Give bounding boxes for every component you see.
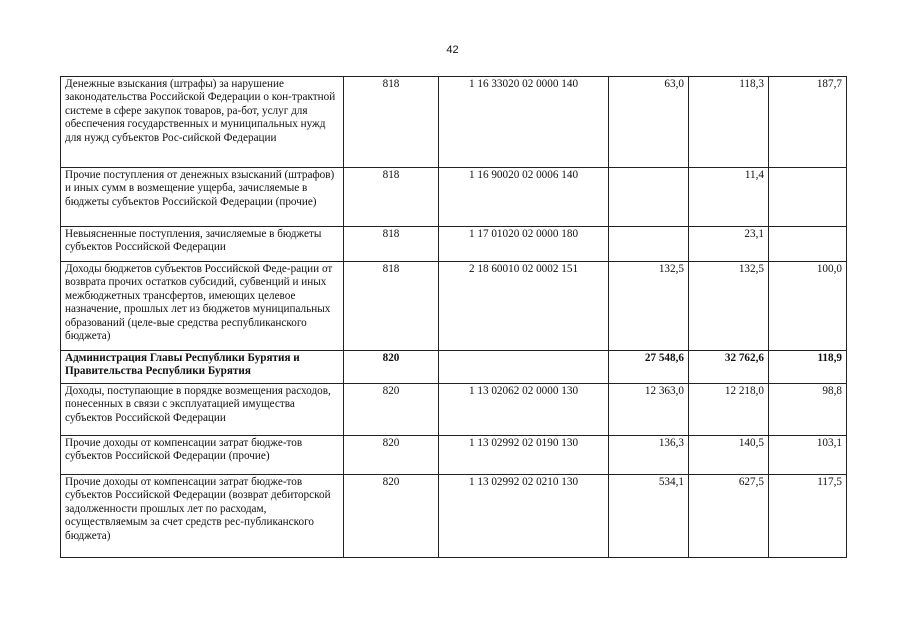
row-value-3 [769,227,847,262]
table-row [61,168,847,227]
row-value-1: 534,1 [609,475,689,558]
row-value-2: 132,5 [689,262,769,351]
row-value-2: 627,5 [689,475,769,558]
row-admin-code: 818 [344,77,439,168]
table-row [61,475,847,558]
row-value-2: 12 218,0 [689,384,769,436]
row-name: Невыясненные поступления, зачисляемые в бюджеты субъектов Российской Федерации [61,227,344,262]
row-value-1: 63,0 [609,77,689,168]
row-value-2: 32 762,6 [689,351,769,384]
row-admin-code: 820 [344,436,439,475]
row-name: Денежные взыскания (штрафы) за нарушение законодательства Российской Федерации о кон-трактной системе в сфере закупок товаров, ра-бот, услуг для обеспечения государственных и муниципальных нужд для нужд субъектов Рос-сийской Федерации [61,77,344,168]
row-value-2: 140,5 [689,436,769,475]
row-value-1: 132,5 [609,262,689,351]
row-budget-code: 1 13 02992 02 0210 130 [439,475,609,558]
row-value-3: 98,8 [769,384,847,436]
row-value-3: 187,7 [769,77,847,168]
row-budget-code [439,351,609,384]
row-value-3: 118,9 [769,351,847,384]
row-budget-code: 1 17 01020 02 0000 180 [439,227,609,262]
row-value-1: 136,3 [609,436,689,475]
table-row [61,436,847,475]
row-admin-code: 818 [344,262,439,351]
row-budget-code: 1 13 02992 02 0190 130 [439,436,609,475]
row-value-1: 12 363,0 [609,384,689,436]
table-row [61,262,847,351]
table-row [61,227,847,262]
row-value-3: 103,1 [769,436,847,475]
row-name: Доходы бюджетов субъектов Российской Феде-рации от возврата прочих остатков субсидий, субвенций и иных межбюджетных трансфертов, имеющих целевое назначение, прошлых лет из бюджетов муниципальных образований (целе-вые средства республиканского бюджета) [61,262,344,351]
row-name: Прочие доходы от компенсации затрат бюдже-тов субъектов Российской Федерации (прочие) [61,436,344,475]
row-value-3 [769,168,847,227]
table-row [61,384,847,436]
row-admin-code: 818 [344,227,439,262]
row-value-1 [609,168,689,227]
row-name: Прочие поступления от денежных взысканий (штрафов) и иных сумм в возмещение ущерба, зачисляемые в бюджеты субъектов Российской Федерации (прочие) [61,168,344,227]
row-admin-code: 820 [344,351,439,384]
row-value-3: 100,0 [769,262,847,351]
row-value-1: 27 548,6 [609,351,689,384]
row-value-2: 11,4 [689,168,769,227]
table-row-section-header [61,351,847,384]
row-budget-code: 1 13 02062 02 0000 130 [439,384,609,436]
row-budget-code: 1 16 90020 02 0006 140 [439,168,609,227]
row-value-3: 117,5 [769,475,847,558]
row-admin-code: 820 [344,384,439,436]
row-value-2: 23,1 [689,227,769,262]
row-value-1 [609,227,689,262]
row-name: Прочие доходы от компенсации затрат бюдже-тов субъектов Российской Федерации (возврат дебиторской задолженности прошлых лет по расходам, осуществляемым за счет средств рес-публиканского бюджета) [61,475,344,558]
page-number: 42 [446,44,459,56]
row-budget-code: 2 18 60010 02 0002 151 [439,262,609,351]
table-row [61,77,847,168]
revenue-table [60,76,847,558]
row-value-2: 118,3 [689,77,769,168]
row-admin-code: 818 [344,168,439,227]
row-budget-code: 1 16 33020 02 0000 140 [439,77,609,168]
row-admin-code: 820 [344,475,439,558]
row-name: Администрация Главы Республики Бурятия и Правительства Республики Бурятия [61,351,344,384]
row-name: Доходы, поступающие в порядке возмещения расходов, понесенных в связи с эксплуатацией имущества субъектов Российской Федерации [61,384,344,436]
